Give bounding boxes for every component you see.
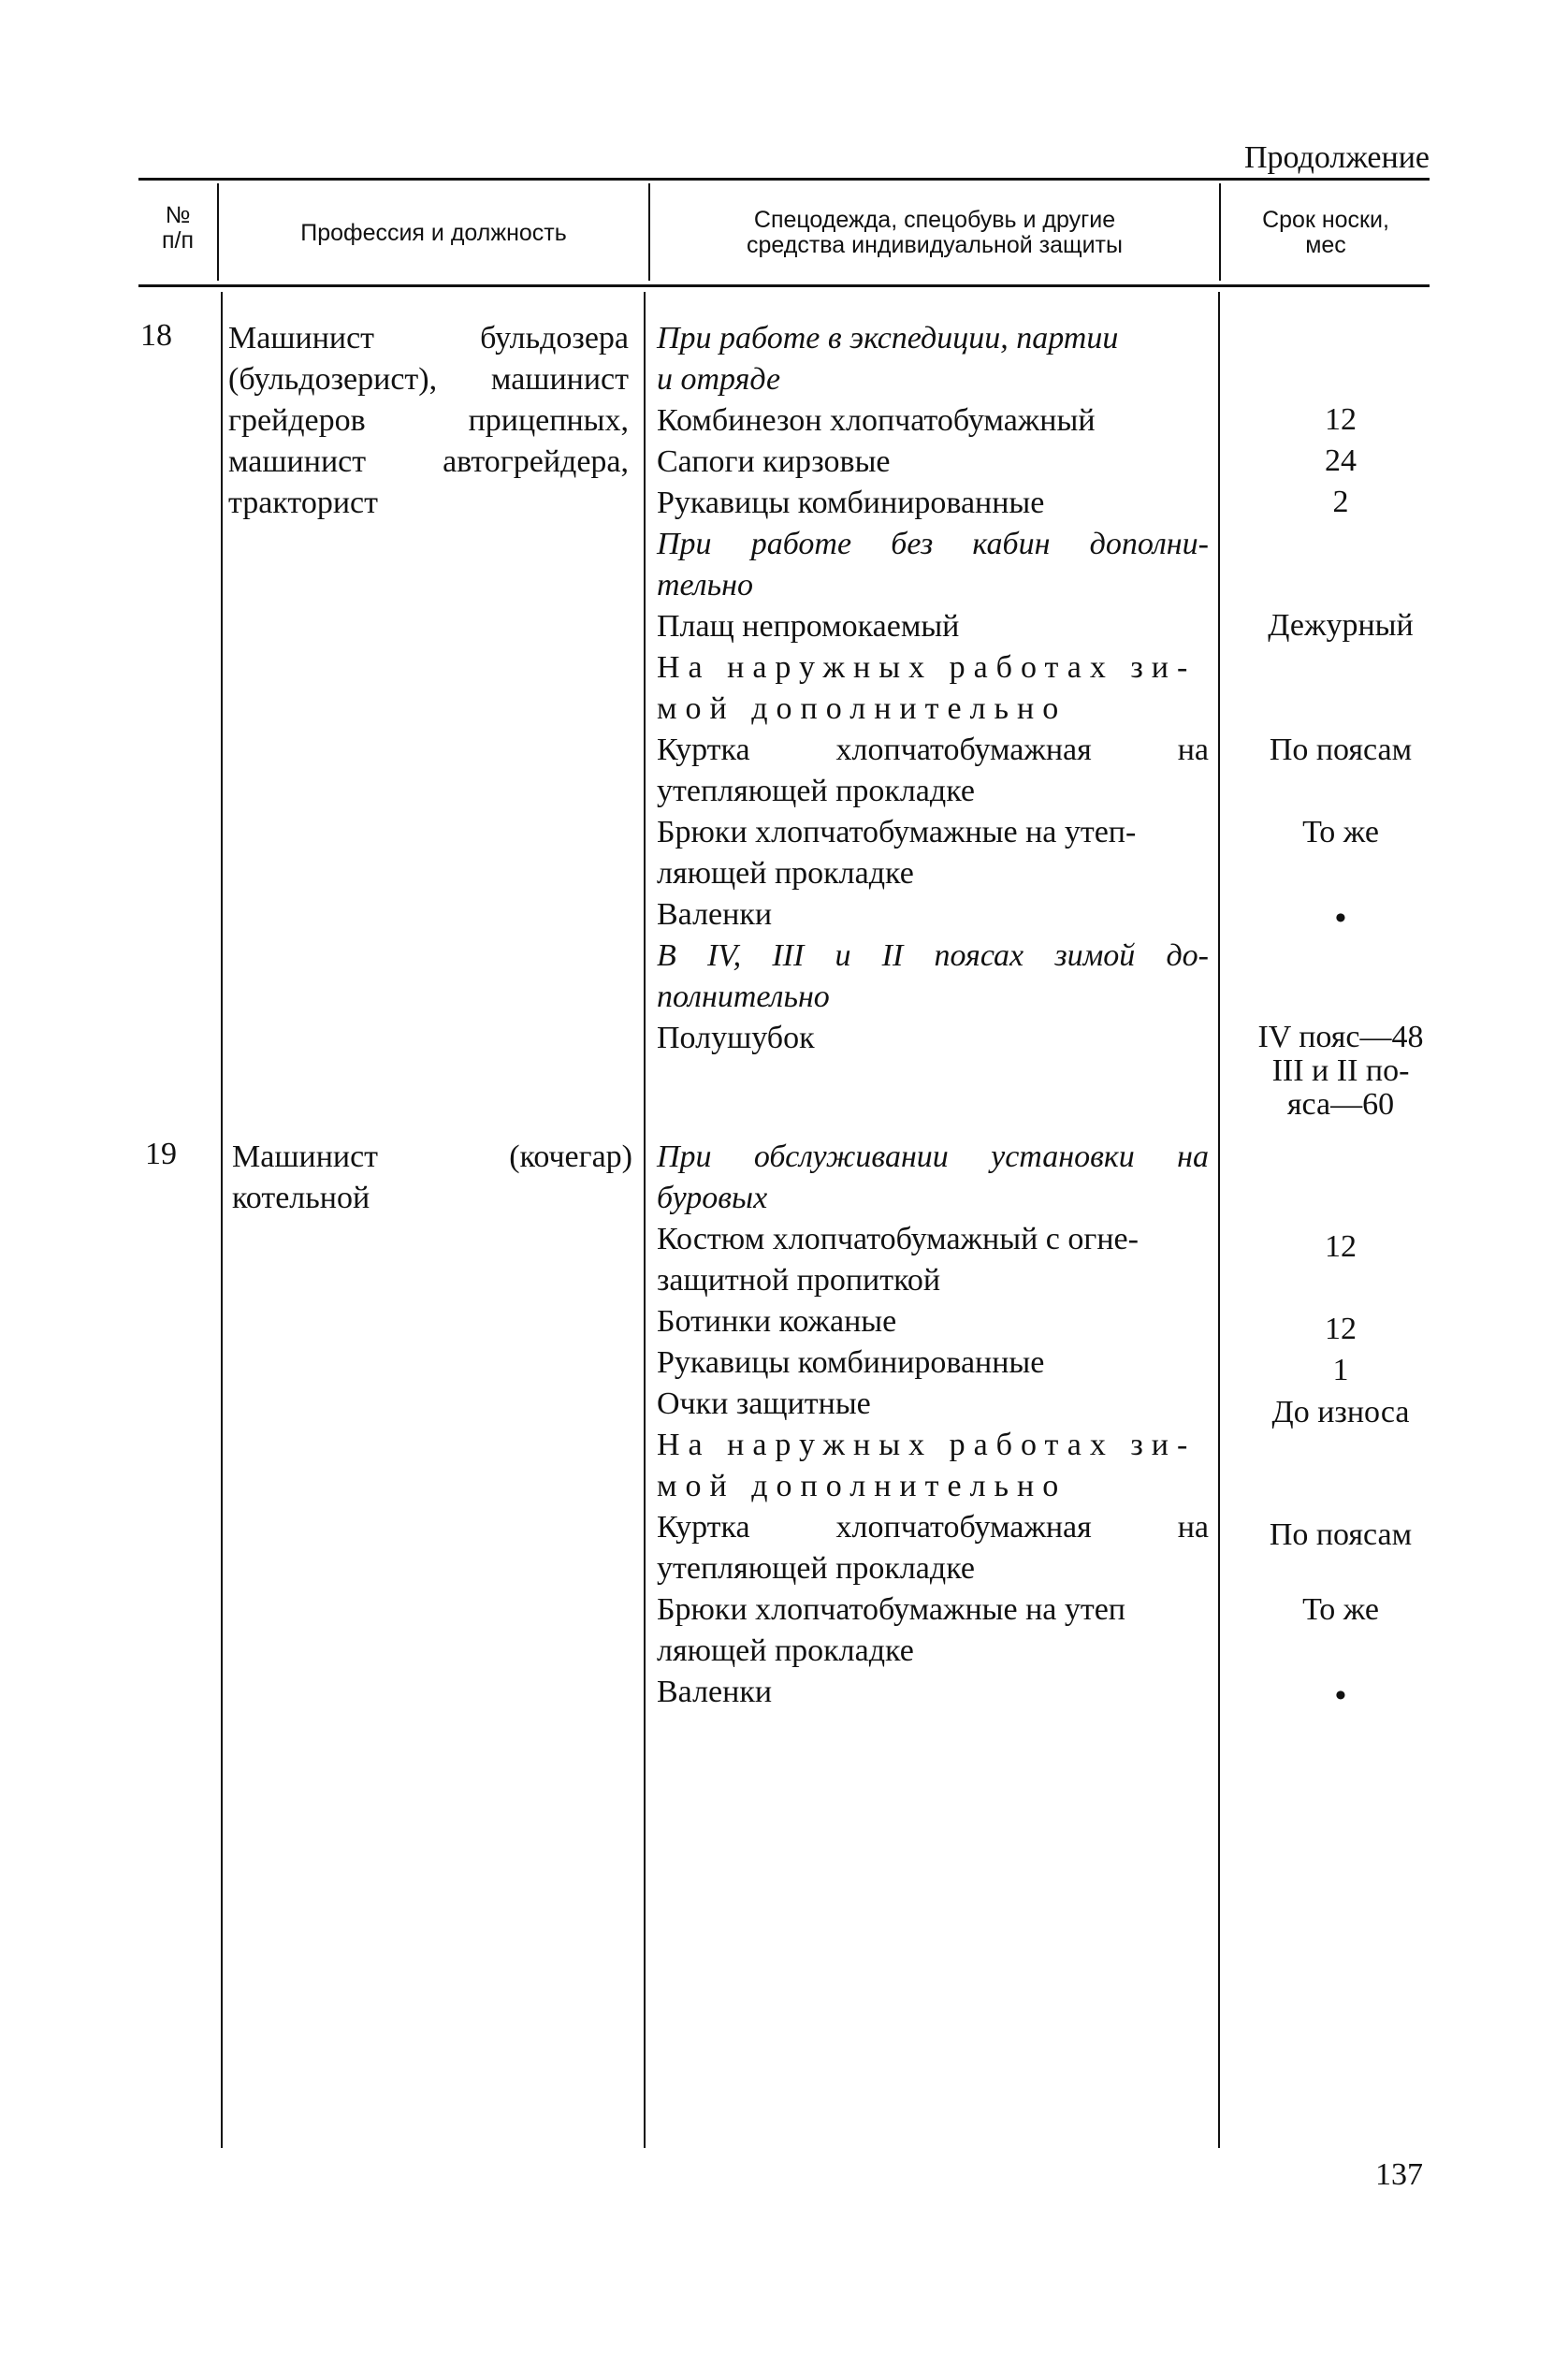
row-18-spec-line: При работе без кабин дополни- [657, 527, 1209, 561]
row-18-spec-line: Куртка хлопчатобумажная на [657, 733, 1209, 767]
row-19-spec-line: Брюки хлопчатобумажные на утеп [657, 1592, 1126, 1627]
page-number: 137 [1375, 2157, 1423, 2192]
row-19-number: 19 [145, 1137, 177, 1171]
row-18-spec-line: мой дополнительно [657, 691, 1067, 726]
row-19-spec-line: При обслуживании установки на [657, 1139, 1209, 1174]
row-18-spec-line: Сапоги кирзовые [657, 444, 891, 479]
row-19-spec-line: Рукавицы комбинированные [657, 1345, 1045, 1380]
row-19-spec-line: Костюм хлопчатобумажный с огне- [657, 1222, 1139, 1256]
row-19-spec-line: утепляющей прокладке [657, 1551, 975, 1586]
row-18-term: III и II по- [1271, 1053, 1410, 1088]
row-18-spec-line: Валенки [657, 897, 773, 932]
row-19-spec-line: На наружных работах зи- [657, 1428, 1197, 1462]
row-18-term: 24 [1325, 443, 1357, 478]
row-19-spec-line: буровых [657, 1181, 768, 1215]
row-18-term: 12 [1325, 402, 1357, 437]
continuation-label: Продолжение [1243, 140, 1430, 175]
row-18-spec-line: В IV, III и II поясах зимой до- [657, 938, 1209, 973]
row-19-term: 12 [1325, 1312, 1357, 1346]
row-18-spec-line: Рукавицы комбинированные [657, 486, 1045, 520]
body-divider-2 [644, 292, 646, 2148]
row-18-spec-line: ляющей прокладке [657, 856, 914, 891]
row-19-profession: Машинист (кочегар) котельной [232, 1139, 632, 1215]
row-18-spec-line: тельно [657, 568, 753, 602]
row-18-term: По поясам [1269, 733, 1413, 767]
row-18-spec-line: Плащ непромокаемый [657, 609, 960, 644]
row-18-spec-line: полнительно [657, 979, 830, 1014]
header-equipment-line-2: средства индивидуальной защиты [747, 232, 1123, 258]
header-divider-3 [1219, 183, 1221, 281]
row-18-term: Дежурный [1268, 608, 1414, 643]
row-18-spec-line: Брюки хлопчатобумажные на утеп- [657, 815, 1137, 849]
header-divider-1 [217, 183, 219, 281]
body-divider-1 [221, 292, 223, 2148]
row-18-profession: Машинист бульдозера (бульдозерист), машинист грейдеров прицепных, машинист автогрейдера, тракторист [228, 321, 629, 520]
table-top-rule [138, 178, 1430, 181]
header-term-line-1: Срок носки, [1262, 207, 1389, 233]
row-19-spec-line: ляющей прокладке [657, 1633, 914, 1668]
row-19-term: 1 [1332, 1353, 1349, 1387]
row-19-spec-line: Ботинки кожаные [657, 1304, 897, 1339]
header-term-line-2: мес [1305, 232, 1346, 258]
row-19-spec-line: защитной пропиткой [657, 1263, 941, 1298]
row-19-term: • [1335, 1678, 1346, 1713]
row-18-term: IV пояс—48 [1257, 1020, 1424, 1054]
row-18-term: • [1335, 901, 1346, 936]
row-19-spec-line: Очки защитные [657, 1386, 871, 1421]
row-18-number: 18 [140, 318, 172, 353]
row-19-spec-line: Куртка хлопчатобумажная на [657, 1510, 1209, 1545]
header-term [1223, 208, 1429, 258]
body-divider-3 [1218, 292, 1220, 2148]
row-18-term: 2 [1332, 485, 1349, 519]
row-19-term: 12 [1325, 1229, 1357, 1264]
row-18-spec-line: При работе в экспедиции, партии [657, 321, 1119, 355]
row-18-spec-line: и отряде [657, 362, 781, 397]
table-header-rule [138, 284, 1430, 287]
row-18-term: То же [1302, 815, 1379, 849]
header-num-line-2: п/п [161, 227, 195, 254]
header-profession: Профессия и должность [300, 220, 567, 246]
row-19-term: По поясам [1269, 1517, 1413, 1552]
row-18-spec-line: На наружных работах зи- [657, 650, 1197, 685]
header-num-line-1: № [165, 202, 191, 228]
row-18-term: яса—60 [1286, 1087, 1395, 1122]
row-19-spec-line: мой дополнительно [657, 1469, 1067, 1503]
row-18-spec-line: Комбинезон хлопчатобумажный [657, 403, 1096, 438]
header-divider-2 [648, 183, 650, 281]
row-19-term: До износа [1271, 1395, 1410, 1429]
row-19-spec-line: Валенки [657, 1675, 773, 1709]
header-equipment-line-1: Спецодежда, спецобувь и другие [753, 207, 1116, 233]
header-num [140, 203, 215, 254]
row-18-spec-line: Полушубок [657, 1021, 815, 1055]
row-19-term: То же [1302, 1592, 1379, 1627]
header-equipment [652, 208, 1217, 258]
row-18-spec-line: утепляющей прокладке [657, 774, 975, 808]
